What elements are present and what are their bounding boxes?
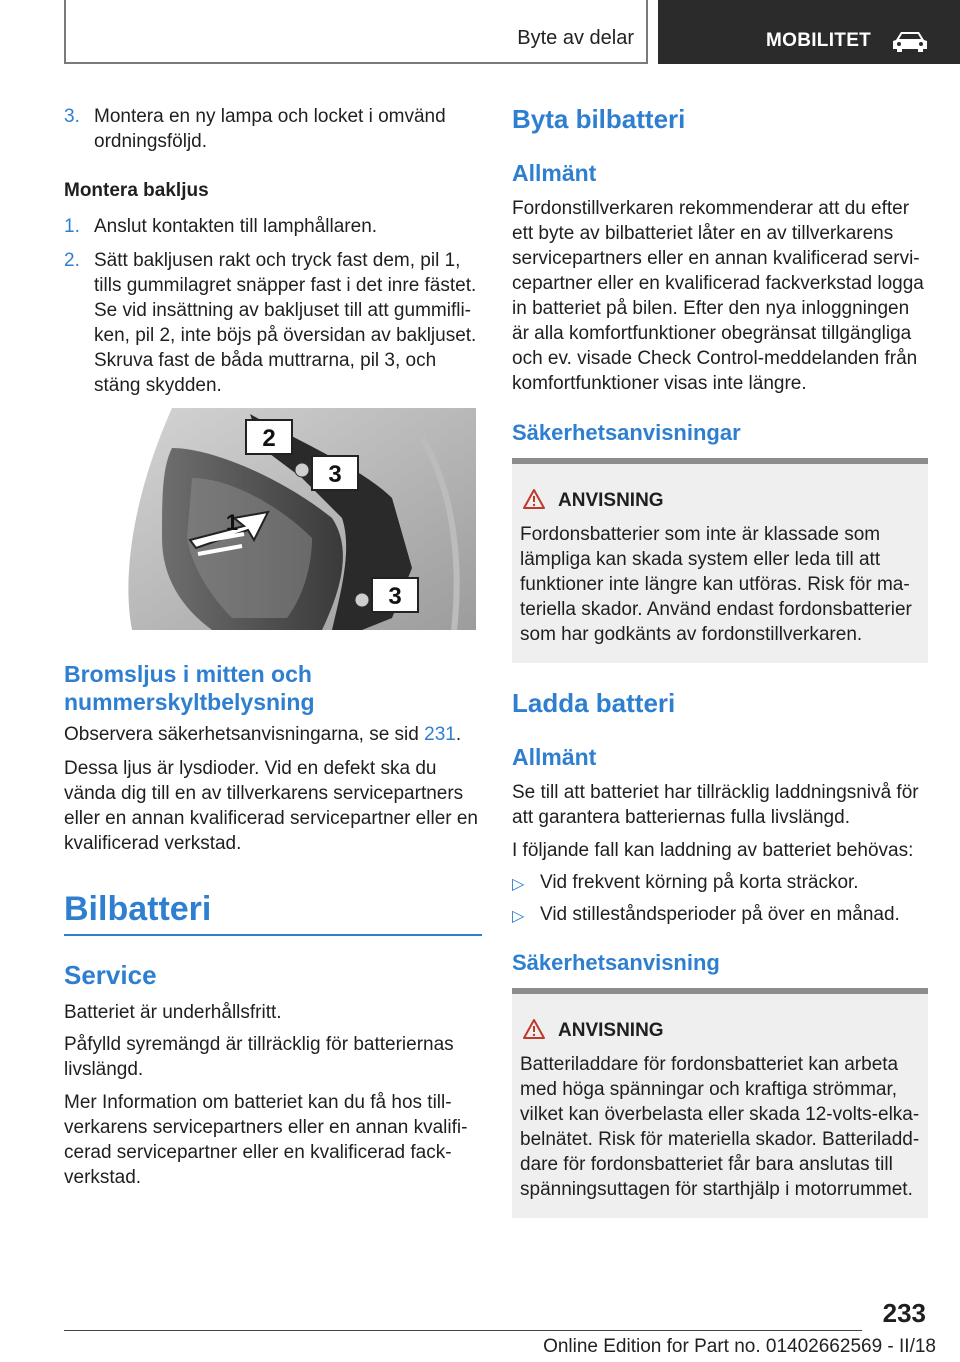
service-p2 (64, 1032, 484, 1082)
para-line: vända dig till en av tillverkarens servicepartners (64, 783, 464, 804)
sakerhet-heading-1: Säkerhetsanvisningar (512, 420, 741, 445)
callout-label-3b (372, 578, 418, 612)
header-section-box (64, 0, 648, 64)
step-number: 3. (64, 106, 80, 127)
para-line: Fordonstillverkaren rekommenderar att du efter (512, 198, 910, 219)
step-2-line: ken, pil 2, inte böjs på översidan av bakljuset. (94, 325, 477, 346)
warning-triangle-icon (522, 488, 546, 510)
service-heading: Service (64, 960, 157, 990)
warning-title: ANVISNING (558, 490, 664, 511)
step-number: 2. (64, 250, 80, 271)
para-line: ett byte av bilbatteriet låter en av tillverkarens (512, 223, 894, 244)
allmant-heading-1: Allmänt (512, 160, 597, 186)
para-line: Dessa ljus är lysdioder. Vid en defekt ska du (64, 758, 437, 779)
heading-line: nummerskyltbelysning (64, 689, 315, 715)
tail-light-illustration (62, 408, 476, 630)
para-line: eller en annan kvalificerad servicepartner eller en (64, 808, 479, 829)
text-span: Observera säkerhetsanvisningarna, se sid (64, 724, 425, 745)
step-3-line: Montera en ny lampa och locket i omvänd (94, 106, 446, 127)
warning-title: ANVISNING (558, 1020, 664, 1041)
para-line: Mer Information om batteriet kan du få hos till‐ (64, 1092, 452, 1113)
section-title: Byte av delar (517, 27, 634, 49)
sakerhet-heading-2: Säkerhetsanvisning (512, 950, 720, 975)
heading-line: Bromsljus i mitten och (64, 661, 312, 687)
service-p3 (64, 1090, 484, 1190)
step-2-line: stäng skydden. (94, 375, 222, 396)
step-2-line: Se vid insättning av bakljuset till att gummifli‐ (94, 300, 471, 321)
step-3-text (94, 104, 484, 154)
footer-edition: Online Edition for Part no. 01402662569 - II/18 (543, 1336, 936, 1357)
warning-box-1 (512, 458, 928, 663)
step-1-text: Anslut kontakten till lamphållaren. (94, 216, 378, 237)
warning-line: belnätet. Risk för materiella skador. Batteriladd‐ (520, 1129, 920, 1150)
brake-p1 (64, 722, 484, 747)
para-line: verkstad. (64, 1167, 142, 1188)
foljande-text: I följande fall kan laddning av batteriet behövas: (512, 840, 914, 861)
warning-box-2 (512, 988, 928, 1218)
para-line: kvalificerad verkstad. (64, 833, 242, 854)
svg-text:3: 3 (328, 461, 342, 488)
warning-line: med höga spänningar och kraftiga strömmar, (520, 1079, 898, 1100)
para-line: cepartner eller en kvalificerad fackverkstad logga (512, 273, 924, 294)
bullet-triangle-icon: ▷ (512, 876, 525, 893)
para-line: är alla komfortfunktioner obegränsat tillgängliga (512, 323, 912, 344)
step-2-text (94, 248, 484, 398)
para-line: servicepartners eller en annan kvalificerad servi‐ (512, 248, 920, 269)
callout-label-1 (226, 510, 238, 535)
bullet-item: Vid stilleståndsperioder på över en månad. (540, 904, 900, 925)
para-line: Se till att batteriet har tillräcklig laddningsnivå för (512, 782, 919, 803)
allmant-heading-2: Allmänt (512, 744, 597, 770)
warning-line: spänningsuttagen för starthjälp i motorrummet. (520, 1179, 913, 1200)
car-icon (890, 28, 930, 54)
warning-line: lämpliga kan skada system eller leda till att (520, 549, 881, 570)
bullet-item: Vid frekvent körning på korta sträckor. (540, 872, 859, 893)
brake-light-heading (64, 660, 315, 716)
svg-text:1: 1 (225, 510, 239, 535)
text-span: . (455, 724, 462, 745)
heading-divider (64, 934, 482, 936)
footer-rule (64, 1330, 862, 1331)
bullet-triangle-icon: ▷ (512, 908, 525, 925)
callout-label-2 (246, 420, 292, 454)
bilbatteri-heading: Bilbatteri (64, 890, 212, 928)
para-line: verkarens servicepartners eller en annan kvalifi‐ (64, 1117, 468, 1138)
service-p1: Batteriet är underhållsfritt. (64, 1002, 282, 1023)
para-line: livslängd. (64, 1059, 144, 1080)
svg-text:2: 2 (262, 425, 276, 452)
warning-line: dare för fordonsbatteriet får bara anslutas till (520, 1154, 893, 1175)
montera-heading: Montera bakljus (64, 180, 209, 201)
warning-text (520, 1052, 920, 1202)
para-line: och ev. visade Check Control-meddelanden från (512, 348, 918, 369)
step-2-line: Skruva fast de båda muttrarna, pil 3, och (94, 350, 437, 371)
header-chapter-box (658, 0, 960, 64)
warning-line: teriella skador. Använd endast fordonsbatterier (520, 599, 912, 620)
para-line: komfortfunktioner visas inte längre. (512, 373, 807, 394)
svg-text:3: 3 (388, 583, 402, 610)
ladda-heading: Ladda batteri (512, 688, 676, 718)
para-line: att garantera batteriernas fulla livslängd. (512, 807, 850, 828)
page-number: 233 (882, 1298, 926, 1328)
warning-line: som har godkänts av fordonstillverkaren. (520, 624, 863, 645)
step-number: 1. (64, 216, 80, 237)
page-link[interactable]: 231 (424, 724, 456, 745)
warning-triangle-icon (522, 1018, 546, 1040)
warning-line: vilket kan överbelasta eller skada 12-volts-elka‐ (520, 1104, 920, 1125)
para-line: Påfylld syremängd är tillräcklig för batteriernas (64, 1034, 454, 1055)
step-2-line: Sätt bakljusen rakt och tryck fast dem, pil 1, (94, 250, 461, 271)
allmant-p-2 (512, 780, 932, 830)
step-3-line: ordningsföljd. (94, 131, 208, 152)
chapter-title: MOBILITET (766, 30, 872, 51)
warning-line: Batteriladdare för fordonsbatteriet kan arbeta (520, 1054, 899, 1075)
para-line: cerad servicepartner eller en kvalificerad fack‐ (64, 1142, 452, 1163)
warning-text (520, 522, 920, 647)
brake-p2 (64, 756, 484, 856)
byta-heading: Byta bilbatteri (512, 104, 686, 134)
warning-line: funktioner inte längre kan utföras. Risk för ma‐ (520, 574, 910, 595)
para-line: in batteriet på bilen. Efter den nya inloggningen (512, 298, 910, 319)
allmant-p-1 (512, 196, 932, 396)
step-2-line: tills gummilagret snäpper fast i det inre fästet. (94, 275, 477, 296)
callout-label-3 (312, 456, 358, 490)
warning-line: Fordonsbatterier som inte är klassade som (520, 524, 881, 545)
